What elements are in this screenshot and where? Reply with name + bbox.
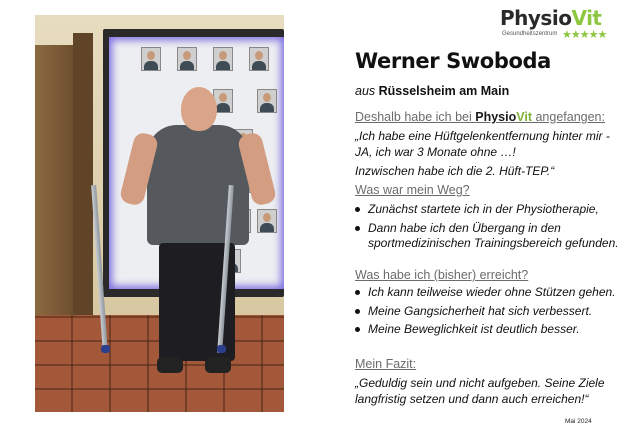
list-item <box>355 304 623 320</box>
logo-physio: Physio <box>500 6 572 30</box>
bullet-icon <box>355 309 360 314</box>
quote-reason-2: Inzwischen habe ich die 2. Hüft-TEP.“ <box>355 164 555 178</box>
team-portrait <box>257 89 277 113</box>
team-portrait <box>141 47 161 71</box>
list-item <box>355 202 623 218</box>
team-portrait <box>249 47 269 71</box>
patient-origin <box>355 84 509 98</box>
origin-prefix: aus <box>355 84 376 98</box>
bullet-icon <box>355 226 360 231</box>
list-item-text: Meine Beweglichkeit ist deutlich besser. <box>368 322 580 336</box>
team-portrait <box>177 47 197 71</box>
crutch-tip-left <box>101 345 110 353</box>
team-portrait <box>257 209 277 233</box>
heading-brand-physio: Physio <box>475 110 517 124</box>
heading-reason-before: Deshalb habe ich bei <box>355 110 476 124</box>
patient-name: Werner Swoboda <box>355 49 551 73</box>
heading-brand-vit: Vit <box>516 110 532 124</box>
crutch-tip-right <box>217 345 226 353</box>
logo-wordmark <box>500 6 601 30</box>
person-shoe-right <box>205 357 231 373</box>
team-portrait <box>213 47 233 71</box>
list-item-text: Dann habe ich den Übergang in den sportmedizinischen Trainingsbereich gefunden. <box>368 220 619 250</box>
achieved-list <box>355 285 623 341</box>
quote-reason: „Ich habe eine Hüftgelenkentfernung hinter mir - JA, ich war 3 Monate ohne …! <box>355 129 610 159</box>
section-heading-reason <box>355 110 605 124</box>
person-head <box>181 87 217 131</box>
section-heading-path: Was war mein Weg? <box>355 183 470 197</box>
logo-stars-icon: ★★★★★ <box>562 29 607 41</box>
bullet-icon <box>355 327 360 332</box>
person-shoe-left <box>157 357 183 373</box>
footer-date: Mai 2024 <box>565 418 592 425</box>
list-item <box>355 285 623 301</box>
quote-conclusion: „Geduldig sein und nicht aufgeben. Seine Ziele langfristig setzen und dann auch erreichen!“ <box>355 376 605 406</box>
section-heading-achieved: Was habe ich (bisher) erreicht? <box>355 268 529 282</box>
heading-reason-brand <box>475 110 532 124</box>
logo-vit: Vit <box>571 6 602 30</box>
photo-door <box>35 45 73 335</box>
photo-doorframe <box>73 33 93 333</box>
path-list <box>355 202 623 255</box>
list-item <box>355 322 623 338</box>
patient-photo <box>35 15 284 412</box>
logo-subtitle: Gesundheitszentrum <box>502 31 558 37</box>
list-item-text: Zunächst startete ich in der Physiotherapie, <box>368 202 599 216</box>
origin-city: Rüsselsheim am Main <box>378 84 510 98</box>
bullet-icon <box>355 290 360 295</box>
section-heading-conclusion: Mein Fazit: <box>355 357 417 371</box>
heading-reason-after: angefangen: <box>531 110 605 124</box>
list-item <box>355 221 623 252</box>
physiovit-logo <box>500 6 622 42</box>
bullet-icon <box>355 207 360 212</box>
list-item-text: Meine Gangsicherheit hat sich verbessert. <box>368 303 593 318</box>
list-item-text: Ich kann teilweise wieder ohne Stützen gehen. <box>368 285 616 299</box>
